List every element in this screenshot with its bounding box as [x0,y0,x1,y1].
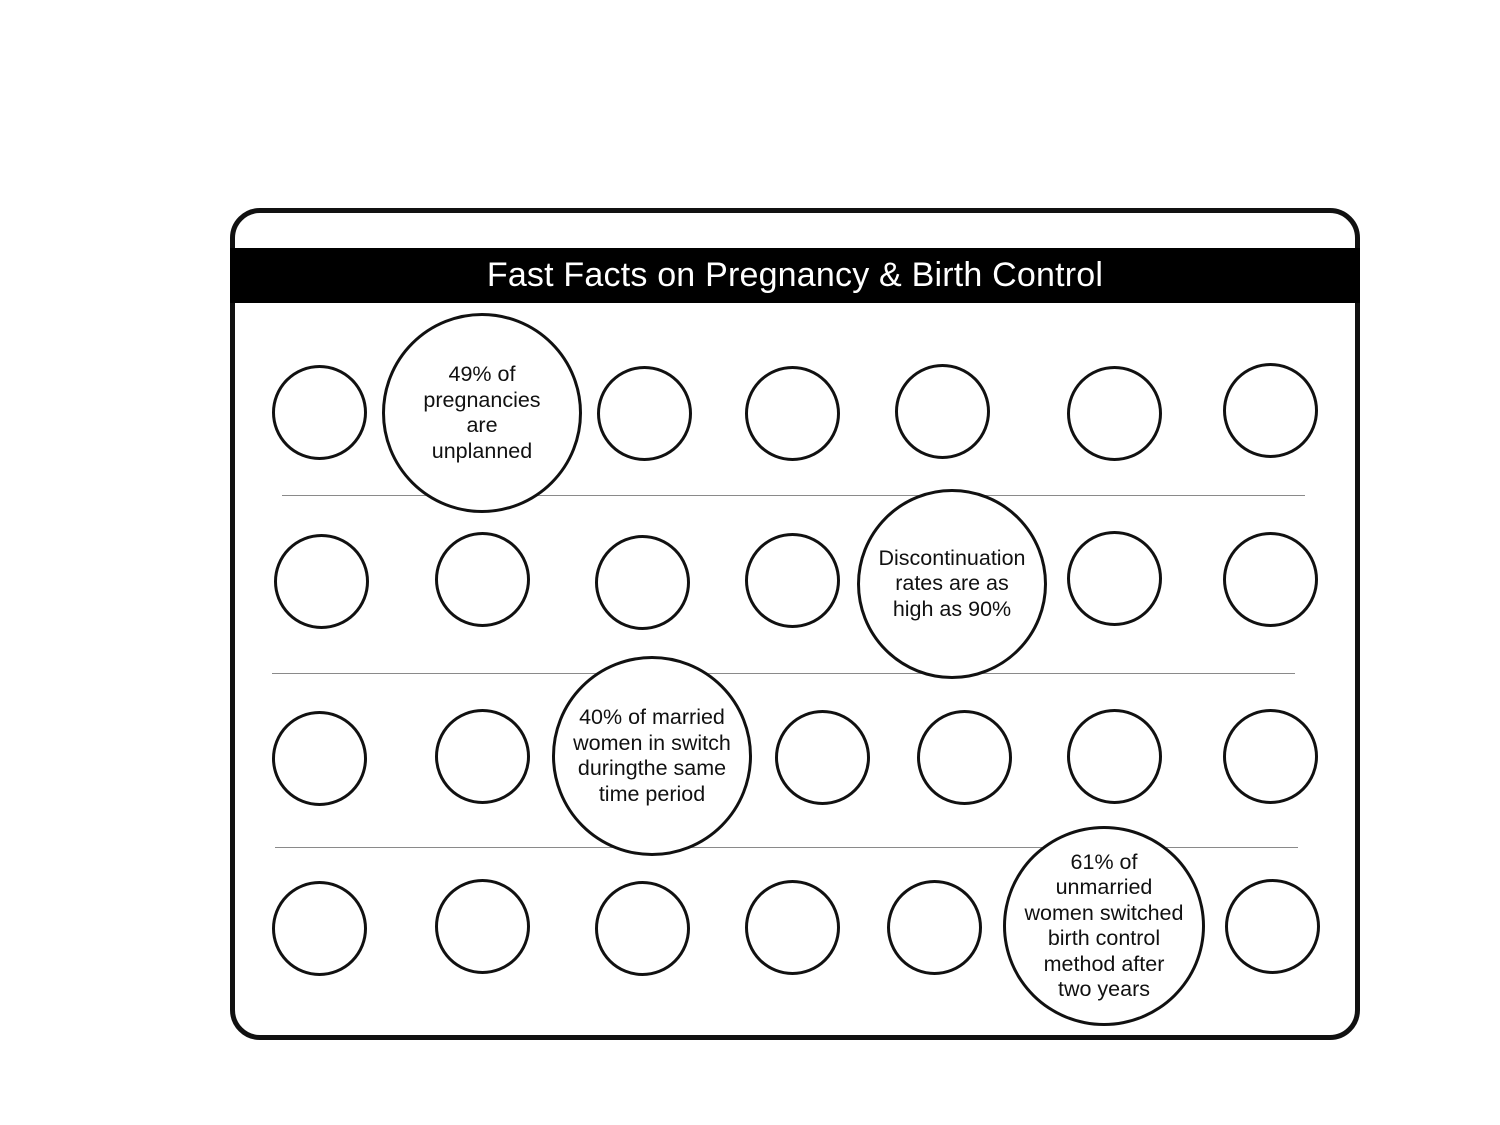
pill-circle [595,535,690,630]
pill-circle [1067,531,1162,626]
pill-circle [435,709,530,804]
pill-circle [775,710,870,805]
pill-circle [1223,363,1318,458]
pill-circle [1225,879,1320,974]
pill-circle [887,880,982,975]
pill-circle [745,366,840,461]
pill-circle [1223,532,1318,627]
pill-circle [272,881,367,976]
pill-circle [1223,709,1318,804]
pill-circle [435,879,530,974]
fact-circle-discontinuation [857,489,1047,679]
fact-text: Discontinuation rates are as high as 90% [878,545,1026,621]
pill-circle [272,365,367,460]
pill-circle [1067,366,1162,461]
pill-circle [272,711,367,806]
fact-circle-married-switch [552,656,752,856]
pill-circle [597,366,692,461]
fact-circle-unplanned [382,313,582,513]
fact-text: 49% of pregnancies are unplanned [423,362,541,463]
title-banner [230,248,1360,303]
pill-circle [595,881,690,976]
fact-text: 40% of married women in switch duringthe same time period [573,705,731,806]
pill-circle [917,710,1012,805]
pill-circle [1067,709,1162,804]
fact-circle-unmarried-switch [1003,826,1205,1026]
pill-circle [745,533,840,628]
fact-text: 61% of unmarried women switched birth control method after two years [1024,849,1184,1001]
pill-circle [745,880,840,975]
pill-circle [274,534,369,629]
pill-circle [895,364,990,459]
pill-circle [435,532,530,627]
title: Fast Facts on Pregnancy & Birth Control [486,256,1104,294]
row-divider [272,673,1295,674]
